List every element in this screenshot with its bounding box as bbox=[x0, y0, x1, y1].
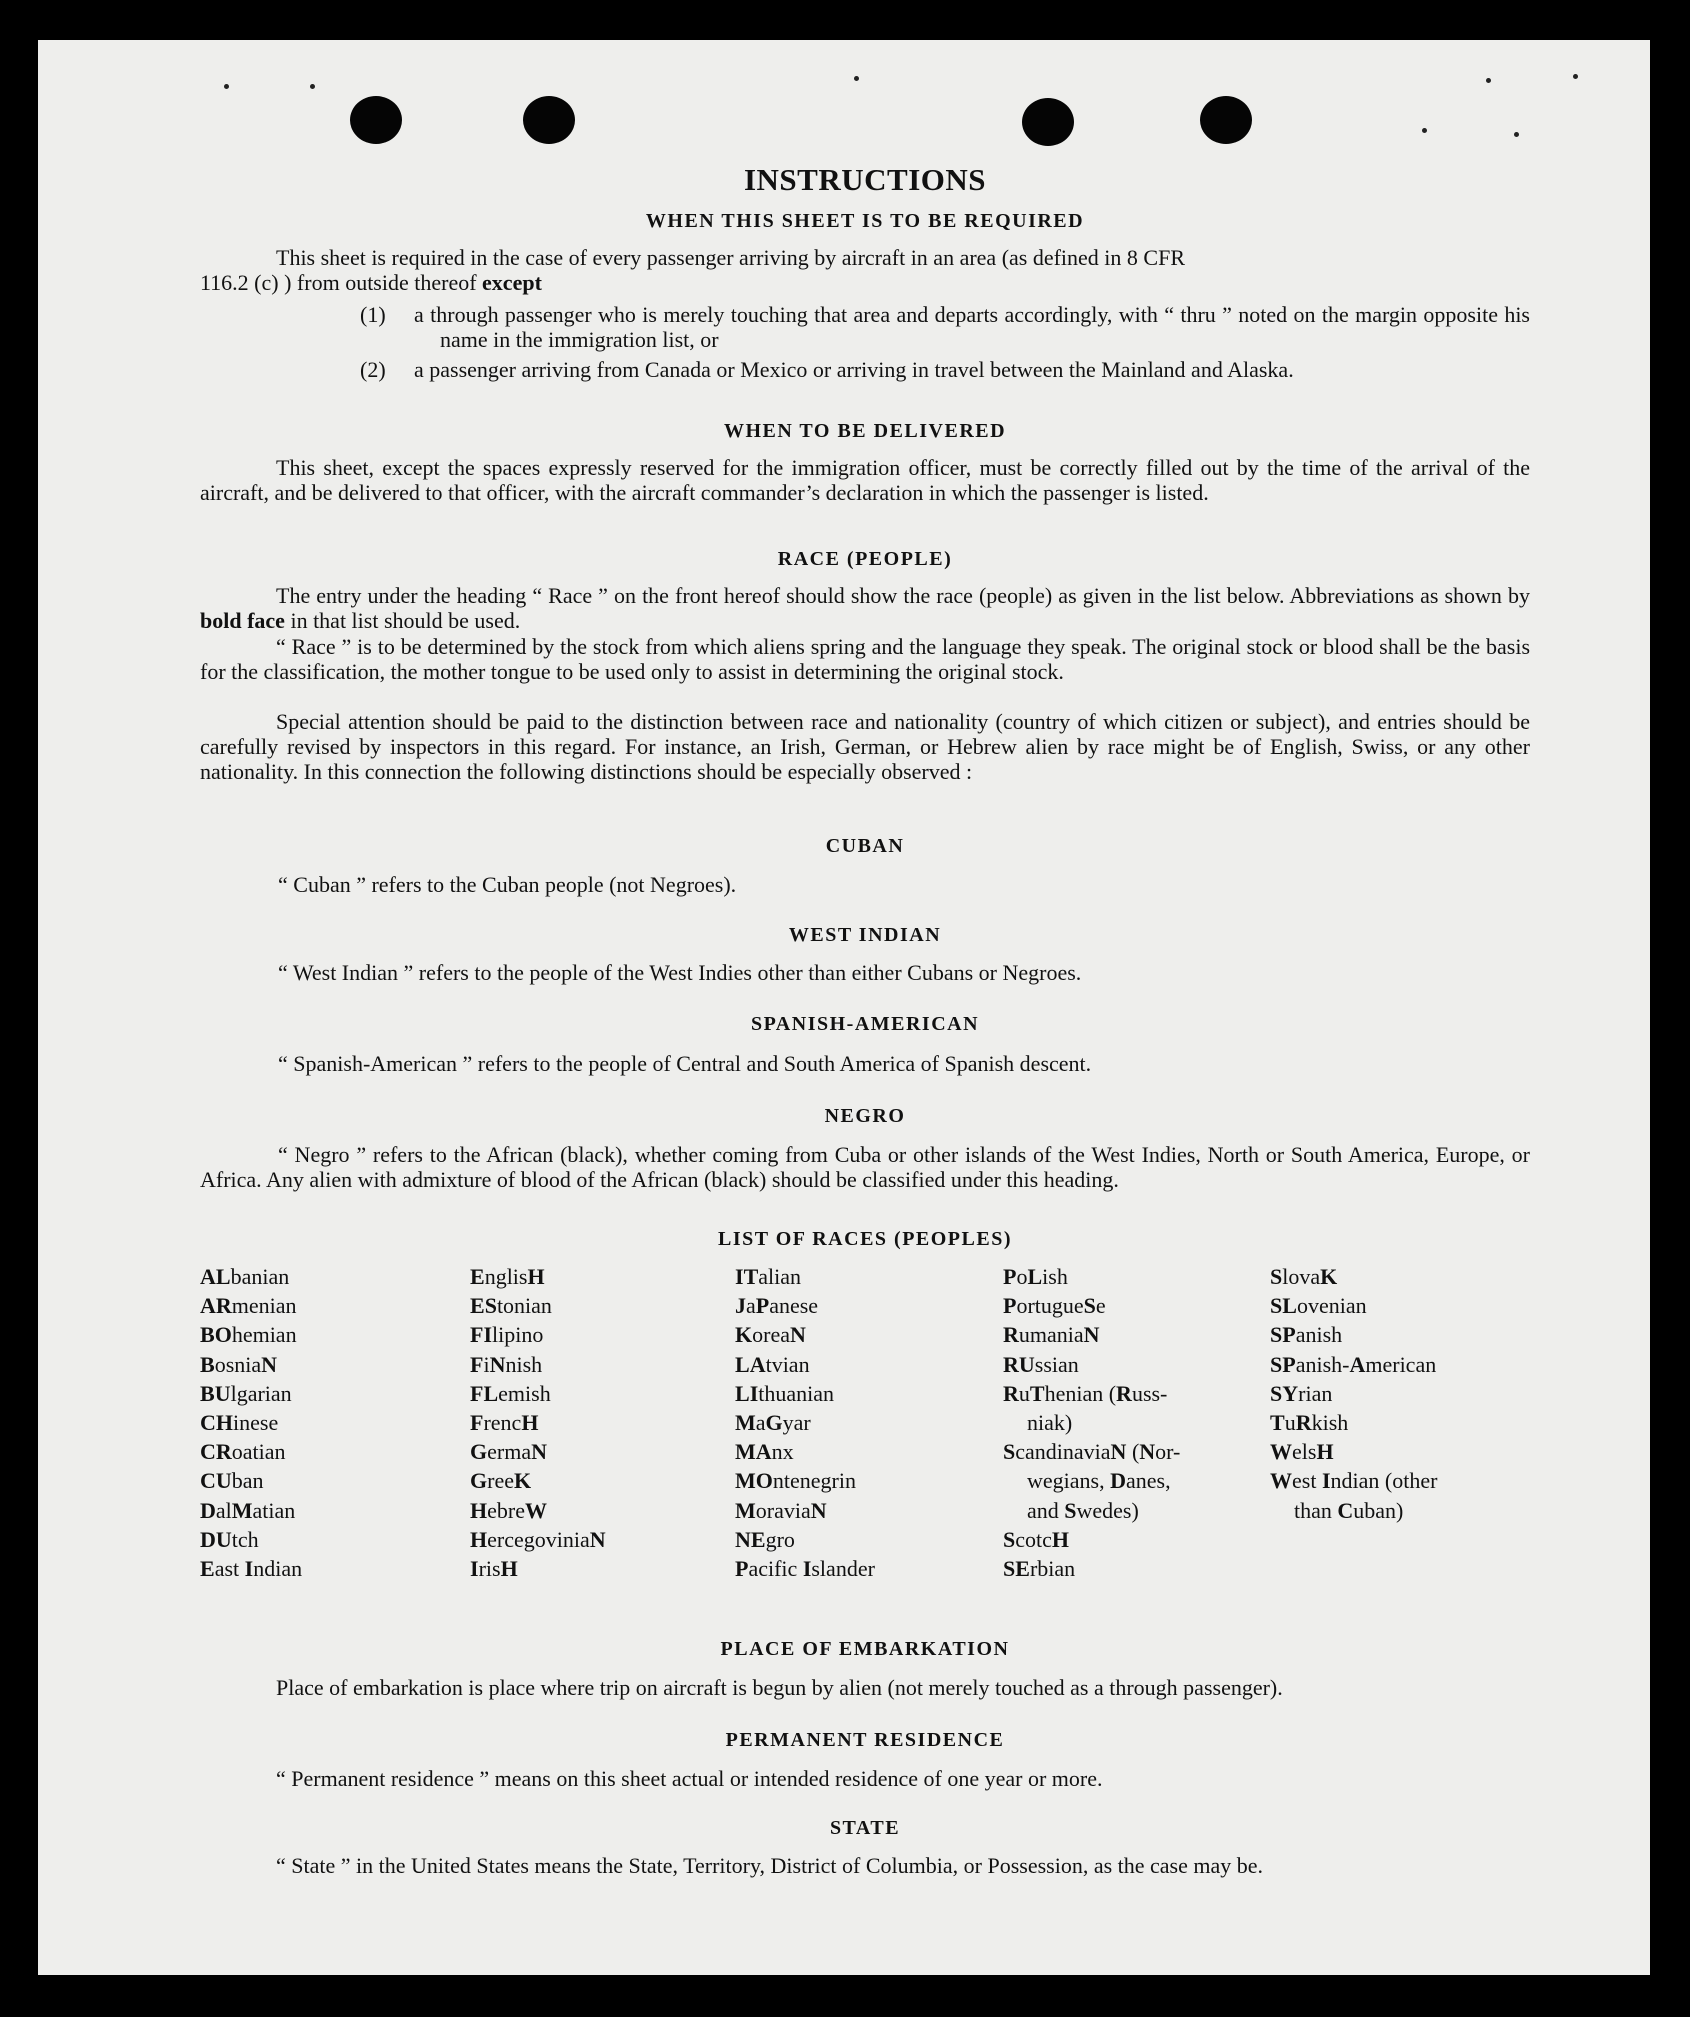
race-entry: MOntenegrin bbox=[735, 1468, 856, 1494]
spanish-american-text: “ Spanish-American ” refers to the people of Central and South America of Spanish descent. bbox=[278, 1051, 1092, 1076]
except-bold: except bbox=[482, 270, 542, 295]
document-page bbox=[38, 40, 1650, 1975]
race-entry: SlovaK bbox=[1270, 1264, 1338, 1289]
page-title: INSTRUCTIONS bbox=[743, 162, 986, 197]
race-entry: ALbanian bbox=[200, 1264, 290, 1289]
item-number: (1) bbox=[360, 302, 386, 327]
race-entry: ITalian bbox=[735, 1264, 802, 1289]
paragraph-negro bbox=[200, 1142, 1530, 1192]
item-number: (2) bbox=[360, 357, 386, 382]
heading-negro: NEGRO bbox=[824, 1105, 906, 1127]
race-entry: DUtch bbox=[200, 1526, 259, 1552]
race-para1-a: The entry under the heading “ Race ” on the front hereof should show the race (people) as given in the list below. Abbreviations as shown by bbox=[276, 583, 1530, 608]
speck bbox=[310, 84, 315, 89]
punch-hole bbox=[1022, 98, 1074, 146]
paragraph-race-1 bbox=[200, 583, 1530, 633]
race-entry: GreeK bbox=[470, 1468, 532, 1494]
punch-hole bbox=[523, 96, 575, 144]
race-entry: ScotcH bbox=[1003, 1526, 1070, 1552]
heading-spanish-american: SPANISH-AMERICAN bbox=[750, 1013, 980, 1035]
item-text-2: a passenger arriving from Canada or Mexico or arriving in travel between the Mainland and Alaska. bbox=[414, 357, 1294, 382]
race-entry: NEgro bbox=[735, 1526, 795, 1552]
race-entry: West Indian (other bbox=[1270, 1468, 1438, 1494]
state-text: “ State ” in the United States means the State, Territory, District of Columbia, or Possession, as the case may be. bbox=[276, 1853, 1264, 1878]
race-entry: ARmenian bbox=[200, 1293, 297, 1319]
speck bbox=[1573, 74, 1578, 79]
races-list bbox=[200, 1262, 1540, 1592]
race-entry: CUban bbox=[200, 1468, 264, 1494]
paragraph-embarkation bbox=[200, 1675, 1530, 1700]
bold-face-label: bold face bbox=[200, 608, 285, 633]
race-entry: MaGyar bbox=[735, 1410, 811, 1436]
heading-when-required: WHEN THIS SHEET IS TO BE REQUIRED bbox=[645, 210, 1085, 232]
race-entry: BOhemian bbox=[200, 1322, 297, 1348]
paragraph-spanish-american bbox=[200, 1051, 1530, 1076]
race-entry: FiNnish bbox=[470, 1351, 543, 1377]
paragraph-required bbox=[200, 245, 1530, 295]
item-text bbox=[414, 357, 1530, 382]
item-text bbox=[414, 302, 1530, 352]
race-entry: RuThenian (Russ- bbox=[1003, 1380, 1168, 1406]
race-entry: LAtvian bbox=[735, 1351, 810, 1377]
race-para3: Special attention should be paid to the distinction between race and nationality (country of which citizen or subject), and entries should be carefully revised by inspectors in this regard. For instance, an Irish, German, or Hebrew alien by race might be of English, Swiss, or any other nationality. In this connection the following distinctions should be especially observed : bbox=[200, 709, 1530, 784]
race-entry: than Cuban) bbox=[1294, 1497, 1404, 1523]
paragraph-race-2 bbox=[200, 634, 1530, 684]
heading-embarkation: PLACE OF EMBARKATION bbox=[720, 1638, 1010, 1660]
paragraph-delivered bbox=[200, 455, 1530, 505]
paragraph-delivered-text: This sheet, except the spaces expressly reserved for the immigration officer, must be correctly filled out by the time of the arrival of the aircraft, and be delivered to that officer, with the aircraft commander’s declaration in which the passenger is listed. bbox=[200, 455, 1530, 505]
race-entry: GermaN bbox=[470, 1439, 547, 1465]
race-entry: PoLish bbox=[1003, 1264, 1068, 1289]
race-entry: EStonian bbox=[470, 1293, 552, 1319]
race-entry: SPanish-American bbox=[1270, 1351, 1437, 1377]
race-entry: wegians, Danes, bbox=[1027, 1468, 1171, 1494]
race-entry: CRoatian bbox=[200, 1439, 286, 1465]
race-entry: JaPanese bbox=[735, 1293, 819, 1319]
race-entry: SErbian bbox=[1003, 1556, 1076, 1582]
embarkation-text: Place of embarkation is place where trip on aircraft is begun by alien (not merely touched as a through passenger). bbox=[276, 1675, 1283, 1700]
paragraph-residence bbox=[200, 1766, 1530, 1791]
negro-text: “ Negro ” refers to the African (black), whether coming from Cuba or other islands of the West Indies, North or South America, Europe, or Africa. Any alien with admixture of blood of the African (black) should be classified under this heading. bbox=[200, 1142, 1530, 1192]
heading-when-delivered: WHEN TO BE DELIVERED bbox=[723, 420, 1007, 442]
race-entry: BUlgarian bbox=[200, 1380, 292, 1406]
race-entry: IrisH bbox=[470, 1556, 518, 1582]
heading-state: STATE bbox=[829, 1817, 901, 1839]
race-entry: RUssian bbox=[1003, 1351, 1079, 1377]
punch-hole bbox=[350, 96, 402, 144]
paragraph-west-indian bbox=[200, 960, 1530, 985]
heading-residence: PERMANENT RESIDENCE bbox=[725, 1729, 1005, 1751]
race-entry: KoreaN bbox=[735, 1322, 806, 1348]
race-entry: LIthuanian bbox=[735, 1380, 835, 1406]
race-entry: HebreW bbox=[470, 1497, 547, 1523]
speck bbox=[1486, 78, 1491, 83]
race-entry: HercegoviniaN bbox=[470, 1526, 606, 1552]
speck bbox=[224, 84, 229, 89]
race-entry: SPanish bbox=[1270, 1322, 1343, 1348]
race-entry: Pacific Islander bbox=[735, 1556, 875, 1582]
races-column-4 bbox=[1003, 1262, 1180, 1583]
heading-race: RACE (PEOPLE) bbox=[777, 548, 953, 570]
race-entry: EnglisH bbox=[470, 1264, 545, 1289]
speck bbox=[1514, 132, 1519, 137]
race-entry: TuRkish bbox=[1270, 1410, 1349, 1436]
races-column-2 bbox=[470, 1262, 606, 1583]
race-entry: WelsH bbox=[1270, 1439, 1334, 1465]
race-entry: CHinese bbox=[200, 1410, 279, 1436]
race-entry: PortugueSe bbox=[1003, 1293, 1106, 1319]
race-entry: and Swedes) bbox=[1027, 1497, 1139, 1523]
paragraph-required-line2: 116.2 (c) ) from outside thereof bbox=[200, 270, 477, 295]
race-entry: MAnx bbox=[735, 1439, 794, 1465]
speck bbox=[1422, 128, 1427, 133]
race-entry: SYrian bbox=[1270, 1380, 1333, 1406]
race-entry: FLemish bbox=[470, 1380, 551, 1406]
heading-west-indian: WEST INDIAN bbox=[788, 924, 942, 946]
paragraph-state bbox=[200, 1853, 1530, 1878]
race-entry: RumaniaN bbox=[1003, 1322, 1100, 1348]
residence-text: “ Permanent residence ” means on this sheet actual or intended residence of one year or more. bbox=[276, 1766, 1103, 1791]
paragraph-required-line1: This sheet is required in the case of every passenger arriving by aircraft in an area (as defined in 8 CFR bbox=[276, 245, 1186, 270]
race-entry: ScandinaviaN (Nor- bbox=[1003, 1439, 1181, 1465]
race-entry: East Indian bbox=[200, 1556, 303, 1582]
paragraph-race-3 bbox=[200, 709, 1530, 784]
heading-list-of-races: LIST OF RACES (PEOPLES) bbox=[717, 1228, 1012, 1250]
race-para1-b: in that list should be used. bbox=[290, 608, 521, 633]
speck bbox=[854, 76, 859, 81]
race-entry: niak) bbox=[1027, 1410, 1073, 1436]
punch-hole bbox=[1200, 96, 1252, 144]
race-entry: FrencH bbox=[470, 1410, 539, 1436]
race-entry: FIlipino bbox=[470, 1322, 544, 1348]
races-column-3 bbox=[735, 1262, 875, 1583]
races-column-5 bbox=[1270, 1262, 1437, 1525]
race-para2: “ Race ” is to be determined by the stock from which aliens spring and the language they speak. The original stock or blood shall be the basis for the classification, the mother tongue to be used only to assist in determining the original stock. bbox=[200, 634, 1530, 684]
paragraph-cuban bbox=[200, 872, 1530, 897]
race-entry: BosniaN bbox=[200, 1351, 278, 1377]
race-entry: MoraviaN bbox=[735, 1497, 827, 1523]
item-text-1: a through passenger who is merely touching that area and departs accordingly, with “ thru ” noted on the margin opposite his name in the immigration list, or bbox=[414, 302, 1530, 352]
race-entry: SLovenian bbox=[1270, 1293, 1367, 1319]
races-column-1 bbox=[200, 1262, 302, 1583]
west-indian-text: “ West Indian ” refers to the people of the West Indies other than either Cubans or Negroes. bbox=[278, 960, 1082, 985]
heading-cuban: CUBAN bbox=[825, 835, 905, 857]
cuban-text: “ Cuban ” refers to the Cuban people (not Negroes). bbox=[278, 872, 737, 897]
race-entry: DalMatian bbox=[200, 1497, 296, 1523]
